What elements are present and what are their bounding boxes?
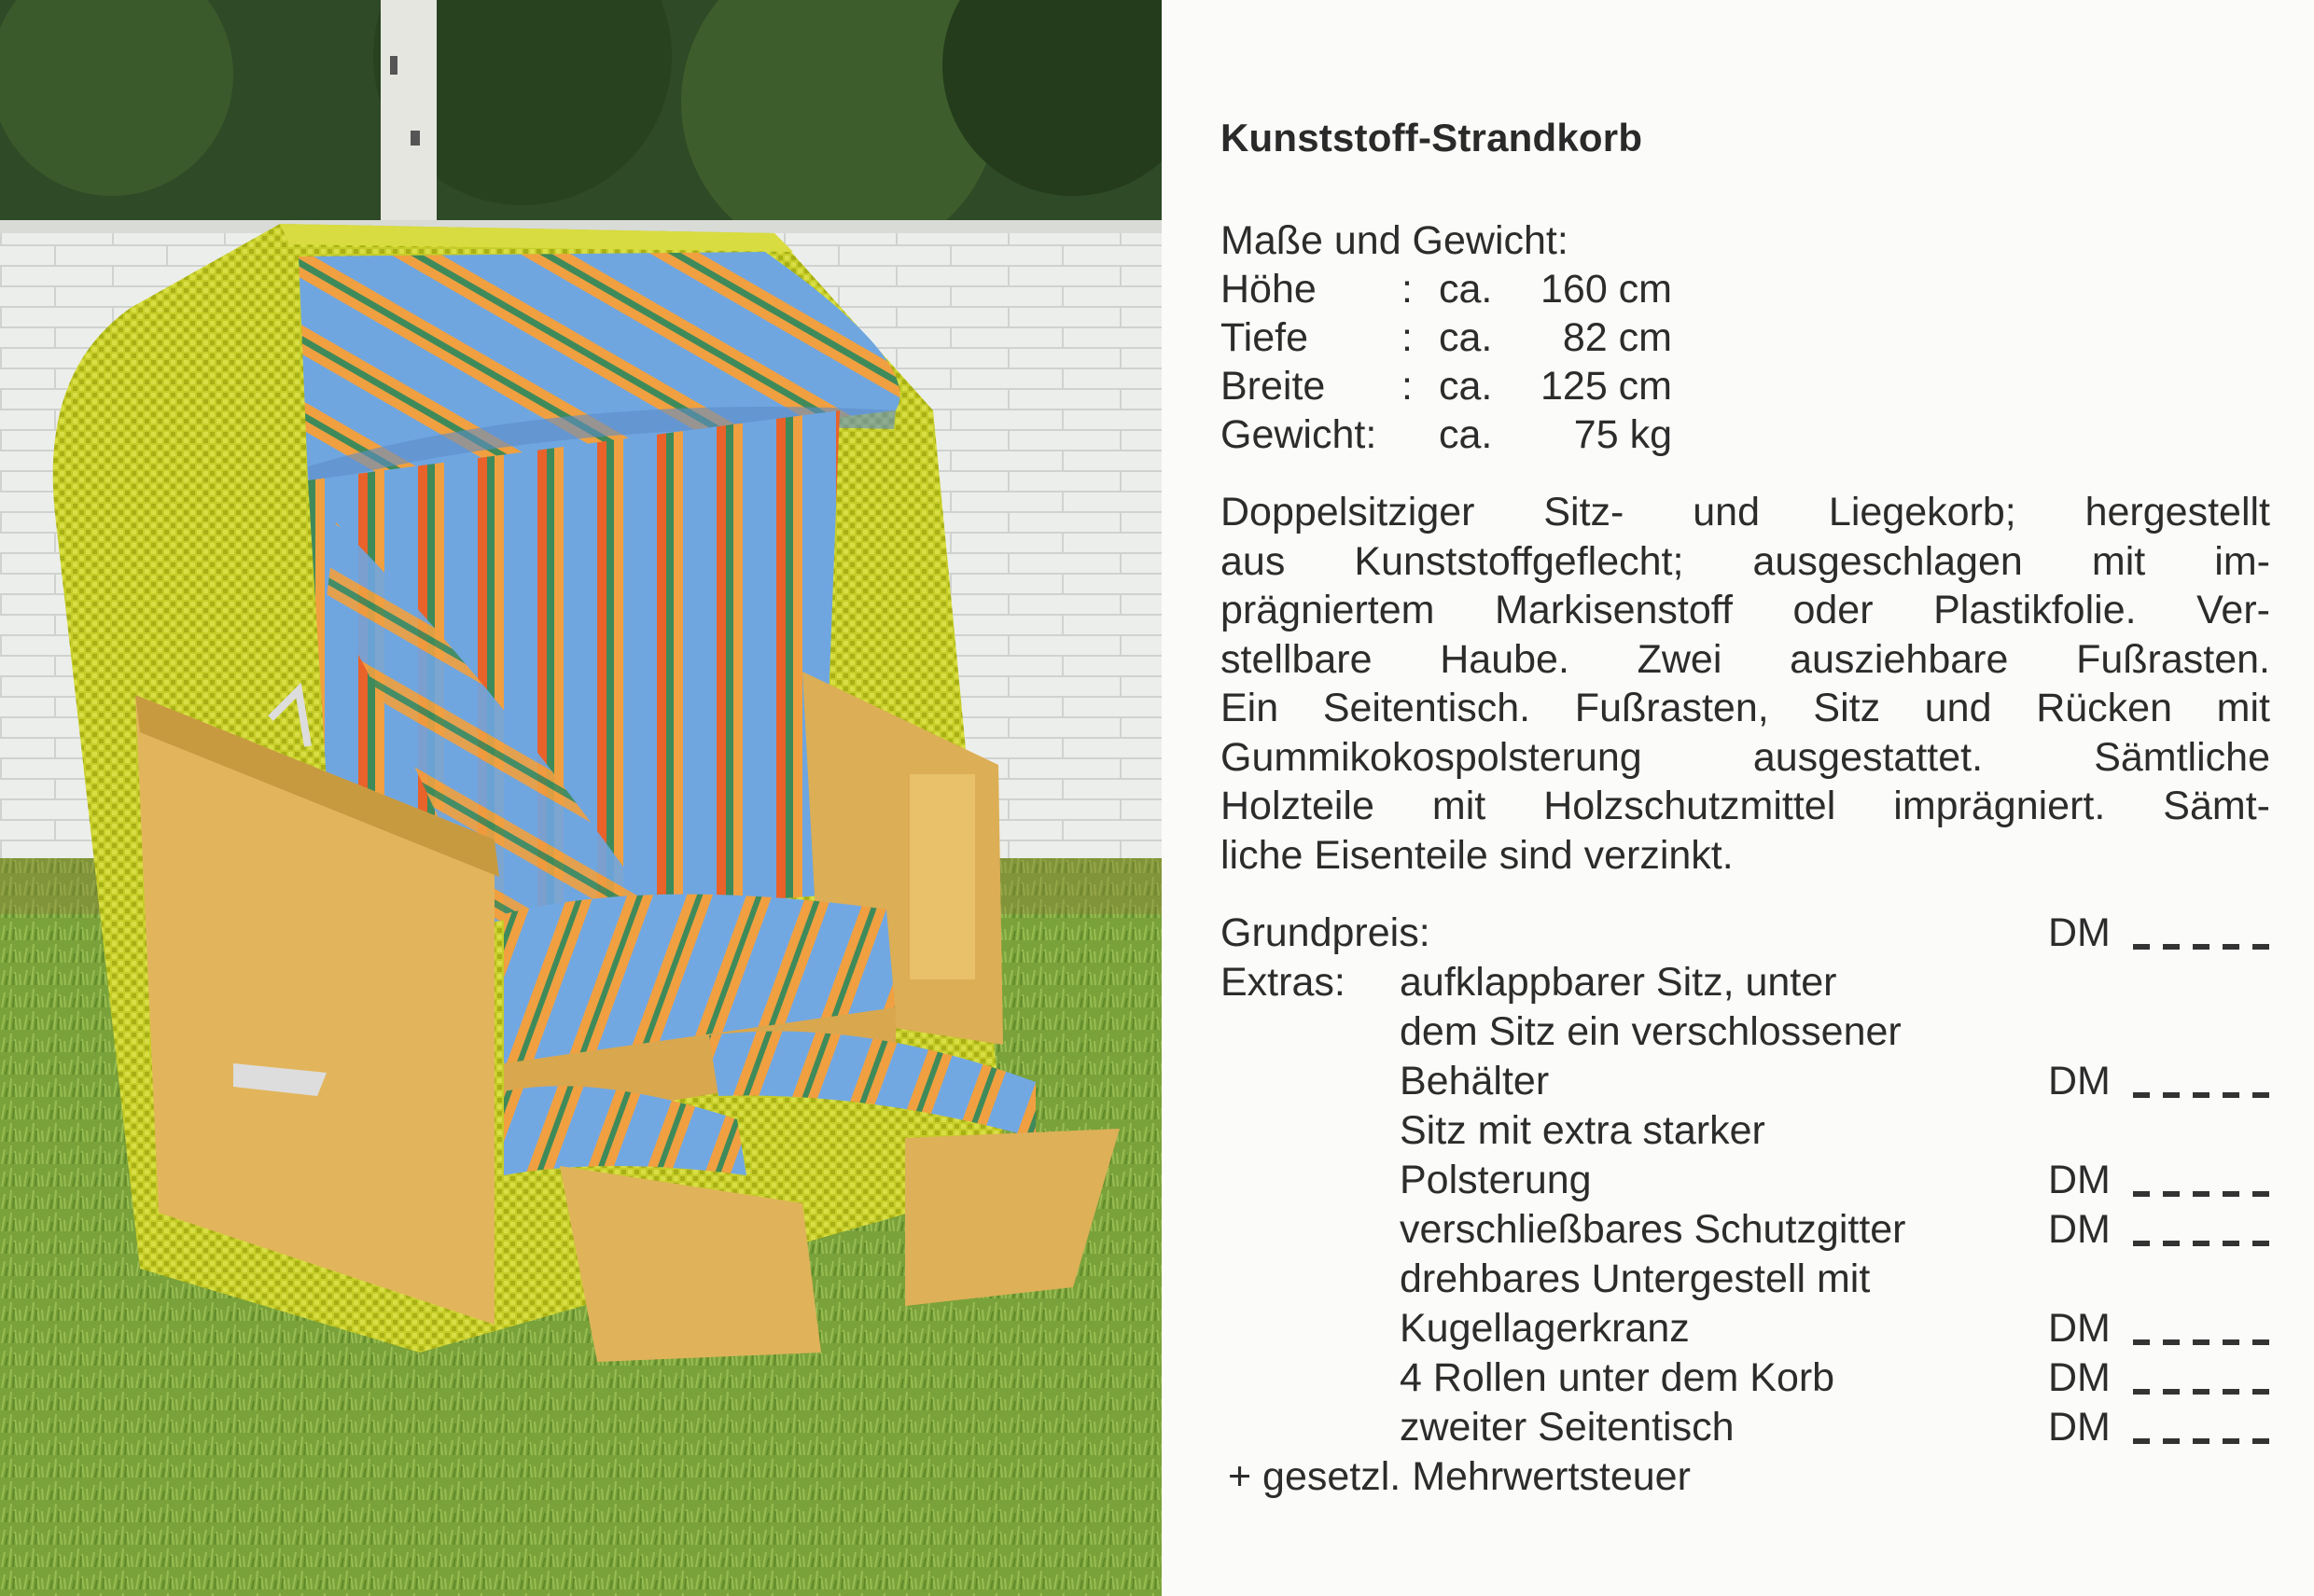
price-row-extras-1 <box>1220 958 2270 1007</box>
description-line: Ein Seitentisch. Fußrasten, Sitz und Rücken mit <box>1220 686 2270 730</box>
extra-line: Kugellagerkranz <box>1400 1306 1690 1351</box>
description-line: Gummikokospolsterung ausgestattet. Sämtliche <box>1220 734 2270 780</box>
description-line: prägniertem Markisenstoff oder Plastikfolie. Ver- <box>1220 588 2270 632</box>
spec-ca: ca. <box>1439 267 1493 312</box>
spec-label: Tiefe <box>1220 315 1308 360</box>
price-blank <box>2133 1339 2273 1345</box>
price-blank <box>2133 1389 2273 1395</box>
price-row-extras-9 <box>1220 1353 2270 1403</box>
price-row-extras-7 <box>1220 1255 2270 1304</box>
spec-value: 125 cm <box>1540 364 1672 409</box>
spec-value: 82 cm <box>1562 315 1672 360</box>
description-line: liche Eisenteile sind verzinkt. <box>1220 832 1734 878</box>
spec-colon: : <box>1401 315 1413 360</box>
extra-line: Polsterung <box>1400 1158 1592 1202</box>
spec-colon: : <box>1401 267 1413 312</box>
extra-line: zweiter Seitentisch <box>1400 1405 1735 1450</box>
spec-value: 75 kg <box>1573 412 1672 457</box>
spec-ca: ca. <box>1439 412 1493 457</box>
spec-label: Gewicht: <box>1220 412 1377 457</box>
currency-label: DM <box>2048 1306 2111 1351</box>
extra-line: dem Sitz ein verschlossener <box>1400 1009 1902 1054</box>
price-row-extras-5 <box>1220 1156 2270 1205</box>
price-blank <box>2133 1092 2273 1098</box>
extra-line: Behälter <box>1400 1059 1550 1103</box>
price-row-base <box>1220 909 2270 958</box>
spec-label: Breite <box>1220 364 1326 409</box>
currency-label: DM <box>2048 1158 2111 1202</box>
spec-ca: ca. <box>1439 364 1493 409</box>
spec-ca: ca. <box>1439 315 1493 360</box>
price-row-extras-8 <box>1220 1304 2270 1353</box>
text-column <box>1220 0 2270 1596</box>
spec-colon: : <box>1401 364 1413 409</box>
product-title: Kunststoff-Strandkorb <box>1220 116 1643 160</box>
price-row-footer <box>1220 1452 2270 1502</box>
price-row-extras-4 <box>1220 1106 2270 1156</box>
currency-label: DM <box>2048 1405 2111 1450</box>
price-row-extras-6 <box>1220 1205 2270 1255</box>
extra-line: Sitz mit extra starker <box>1400 1108 1765 1153</box>
currency-label: DM <box>2048 910 2111 955</box>
extra-line: 4 Rollen unter dem Korb <box>1400 1355 1835 1400</box>
price-blank <box>2133 1241 2273 1246</box>
price-row-extras-3 <box>1220 1057 2270 1106</box>
extra-line: verschließbares Schutzgitter <box>1400 1207 1906 1252</box>
price-blank <box>2133 1191 2273 1197</box>
description-line: stellbare Haube. Zwei ausziehbare Fußrasten. <box>1220 636 2270 682</box>
description-line: Doppelsitziger Sitz- und Liegekorb; hergestellt <box>1220 490 2270 534</box>
base-price-label: Grundpreis: <box>1220 910 1430 955</box>
price-row-extras-10 <box>1220 1403 2270 1452</box>
price-blank <box>2133 1438 2273 1444</box>
price-blank <box>2133 944 2273 950</box>
spec-value: 160 cm <box>1540 267 1672 312</box>
currency-label: DM <box>2048 1355 2111 1400</box>
description-line: Holzteile mit Holzschutzmittel imprägniert. Sämt- <box>1220 784 2270 828</box>
extra-line: aufklappbarer Sitz, unter <box>1400 960 1837 1005</box>
spec-label: Höhe <box>1220 267 1317 312</box>
specs-heading: Maße und Gewicht: <box>1220 218 1568 263</box>
vat-note: + gesetzl. Mehrwertsteuer <box>1228 1454 1691 1499</box>
description-line: aus Kunststoffgeflecht; ausgeschlagen mit im- <box>1220 538 2270 584</box>
price-row-extras-2 <box>1220 1007 2270 1057</box>
extras-label: Extras: <box>1220 960 1345 1005</box>
extra-line: drehbares Untergestell mit <box>1400 1256 1871 1301</box>
currency-label: DM <box>2048 1059 2111 1103</box>
product-description <box>1220 488 2270 880</box>
currency-label: DM <box>2048 1207 2111 1252</box>
